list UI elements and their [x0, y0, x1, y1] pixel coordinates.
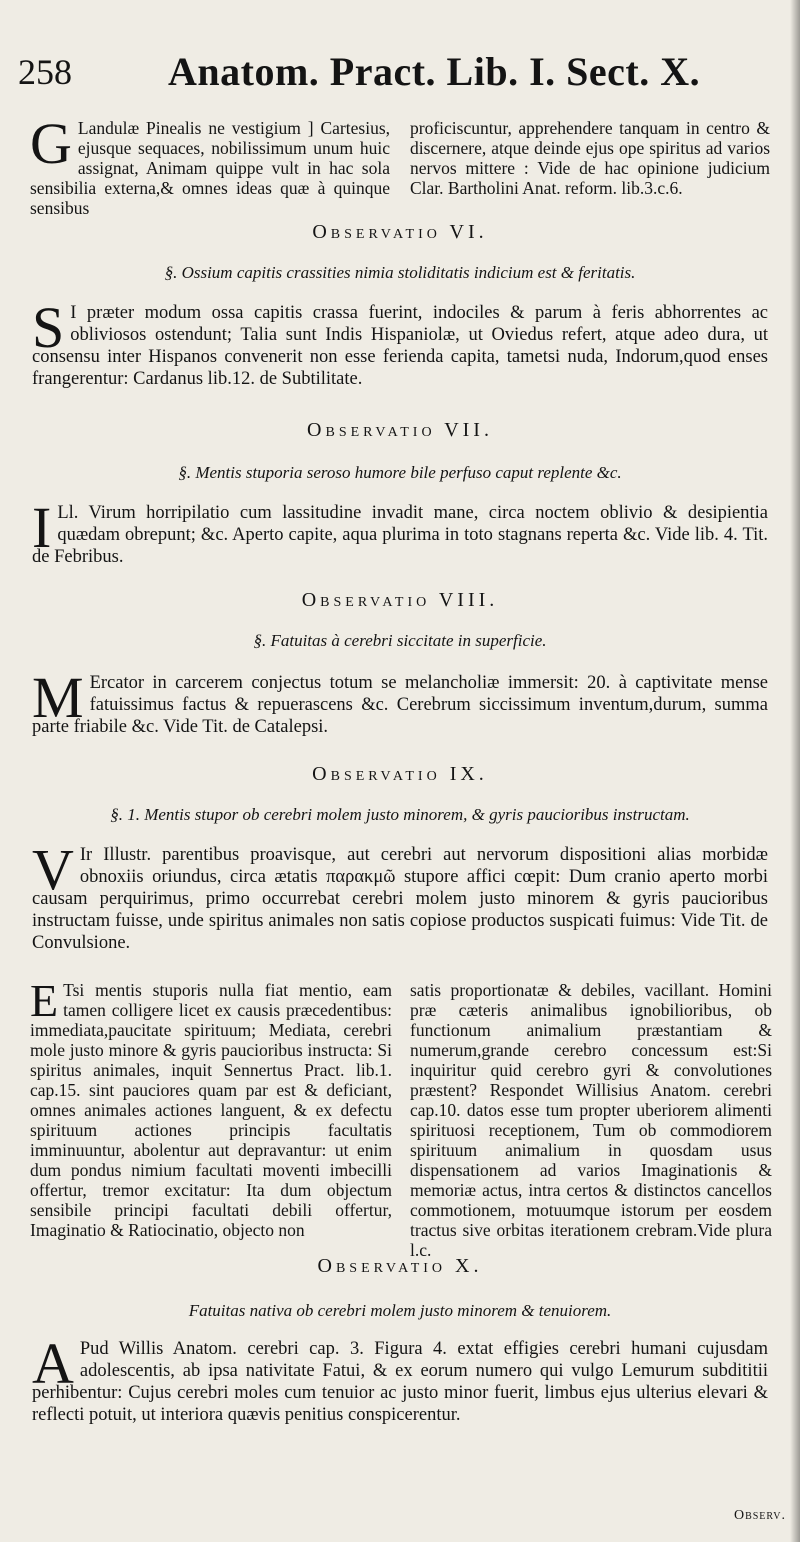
- obs9-right-column: [410, 980, 772, 1260]
- obs8-dropcap: M: [32, 665, 84, 730]
- obs9-paragraph: [32, 837, 768, 954]
- obs9-subtitle: §. 1. Mentis stupor ob cerebri molem justo minorem, & gyris paucioribus instructam.: [110, 805, 690, 824]
- obs8-text: Ercator in carcerem conjectus totum se melancholiæ immersit: 20. à captivitate mense fatuissimus factus & repuerascens &c. Cerebrum siccissimum inventum,durum, summa parte friabile &c. Vide Tit. de Catalepsi.: [32, 673, 768, 737]
- obs7-subtitle: §. Mentis stuporia seroso humore bile perfuso caput replente &c.: [178, 463, 622, 482]
- obs7-text: Ll. Virum horripilatio cum lassitudine invadit mane, circa noctem oblivio & desipientia quædam obrepunt; &c. Aperto capite, aqua plurima in toto stagnans reperta &c. Vide lib. 4. Tit. de Febribus.: [32, 503, 768, 567]
- obs9-left-column: [30, 975, 392, 1240]
- obs9-dropcap: V: [32, 837, 74, 902]
- obs10-heading: Observatio X.: [317, 1255, 483, 1277]
- obs10-paragraph: [32, 1331, 768, 1426]
- intro-right-text: proficiscuntur, apprehendere tanquam in centro & discernere, atque deinde ejus ope spiritus ad varios nervos mittere : Vide de hac opinione judicium Clar. Bartholini Anat. reform. lib.3.c.6.: [410, 118, 770, 198]
- obs9-text: Ir Illustr. parentibus proavisque, aut cerebri aut nervorum dispositioni alias morbidæ obnoxiis oriundus, circa ætatis παρακμῶ stupore affici cœpit: Dum cranio aperto morbi causam perquirimus, primo occurrebat cerebri molem justo minorem & gyris paucioribus instructam fuisse, unde spiritus animales non satis copiose productos suspicati fuimus: Vide Tit. de Convulsione.: [32, 845, 768, 953]
- catchword: Observ.: [733, 1508, 786, 1523]
- obs10-text: Pud Willis Anatom. cerebri cap. 3. Figura 4. extat effigies cerebri humani cujusdam adolescentis, ab ipsa nativitate Fatui, & ex eorum numero qui vulgo Lemurum subdititii perhibentur: Cujus cerebri moles cum tenuior ac justo minor fuerit, limbus ejus ulterius elevari & reflecti potuit, ut interiora quævis penitius conspicerentur.: [32, 1339, 768, 1425]
- obs8-subtitle: §. Fatuitas à cerebri siccitate in superficie.: [253, 631, 547, 650]
- obs6-dropcap: S: [32, 295, 65, 360]
- obs7-heading: Observatio VII.: [307, 419, 493, 441]
- obs7-paragraph: [32, 495, 768, 568]
- obs10-subtitle: Fatuitas nativa ob cerebri molem justo minorem & tenuiorem.: [188, 1301, 612, 1320]
- obs6-text: I præter modum ossa capitis crassa fuerint, indociles & parum à feris abhorrentes ac obliviosos ostendunt; Talia sunt Indis Hispaniolæ, ut Oviedus refert, atque adeo dura, ut consensu inter Hispanos convenerit non esse ferienda capita, tametsi nuda, Indorum,quod enses frangerentur: Cardanus lib.12. de Subtilitate.: [32, 303, 768, 389]
- obs9-left-text: Tsi mentis stuporis nulla fiat mentio, eam tamen colligere licet ex causis præcedentibus: immediata,paucitate spirituum; Mediata, cerebri mole justo minore & gyris paucioribus instructa: Si spiritus animales, inquit Sennertus Pract. lib.1. cap.15. sint pauciores quam par est & deficiant, omnes animales actiones languent, & ex defectu spirituum actiones principis facultatis imminuuntur, abolentur aut depravantur: ut enim dum pondus nimium facultati moventi imbecilli offertur, tremor excitatur: Ita dum objectum sensibile principi facultati debili offertur, Imaginatio & Ratiocinatio, objecto non: [30, 980, 392, 1240]
- obs6-subtitle: §. Ossium capitis crassities nimia stoliditatis indicium est & feritatis.: [164, 263, 636, 282]
- obs9-column-dropcap: E: [30, 975, 59, 1026]
- intro-right-column: [410, 118, 770, 198]
- page-number: 258: [18, 52, 72, 92]
- obs6-heading: Observatio VI.: [312, 221, 488, 243]
- obs6-paragraph: [32, 295, 768, 390]
- intro-dropcap: G: [30, 111, 72, 176]
- obs9-right-text: satis proportionatæ & debiles, vacillant. Homini præ cæteris animalibus ignobilioribus, ob functionum animalium præstantiam & numerum,grande cerebro concessum est:Si inquiritur quid cerebro gyri & convolutiones præstent? Respondet Willisius Anatom. cerebri cap.10. datos esse tum propter uberiorem alimenti spirituosi receptionem, Tum ob commodiorem spirituum animalium in quosdam usus dispensationem ad varios Imaginationis & memoriæ actus, intra certos & distinctos cancellos commotionem, motuumque istorum per eosdem tractus sive orbitas iterationem crebram.Vide plura l.c.: [410, 980, 772, 1260]
- obs9-heading: Observatio IX.: [312, 763, 488, 785]
- obs10-dropcap: A: [32, 1331, 74, 1396]
- page-header: [18, 50, 788, 94]
- obs8-paragraph: [32, 665, 768, 738]
- running-title: Anatom. Pract. Lib. I. Sect. X.: [168, 49, 701, 94]
- obs8-heading: Observatio VIII.: [301, 589, 499, 611]
- intro-left-column: [30, 111, 390, 218]
- intro-left-text: Landulæ Pinealis ne vestigium ] Cartesius, ejusque sequaces, nobilissimum unum huic assignat, Animam quippe vult in hac sola sensibilia externa,& omnes ideas quæ à quinque sensibus: [30, 118, 390, 218]
- obs7-dropcap: I: [32, 495, 52, 560]
